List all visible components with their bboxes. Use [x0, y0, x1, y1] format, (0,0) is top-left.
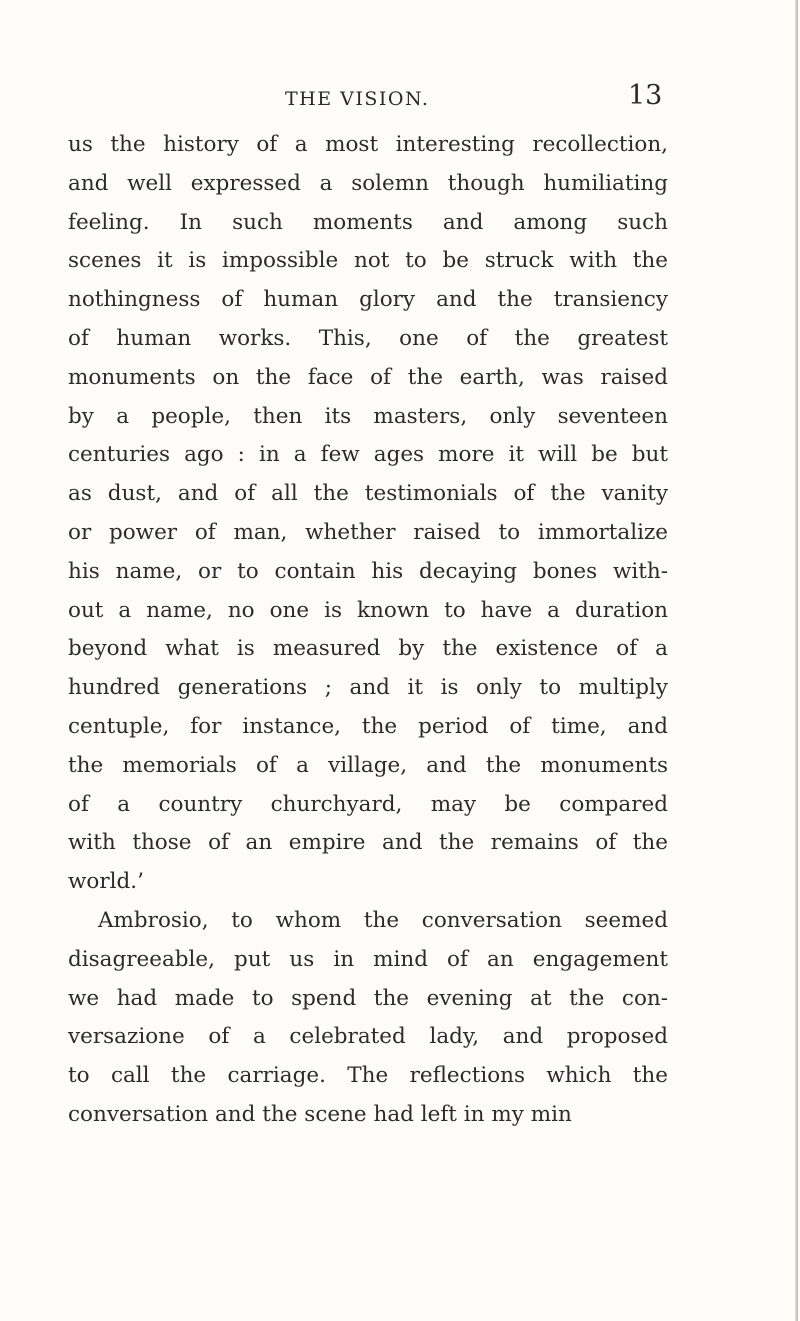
body-text [68, 126, 668, 1135]
text-line: versazione of a celebrated lady, and proposed [68, 1024, 668, 1050]
text-line: disagreeable, put us in mind of an engagement [68, 946, 668, 972]
text-line: centuries ago : in a few ages more it will be but [68, 442, 668, 468]
text-line: monuments on the face of the earth, was raised [68, 364, 668, 390]
text-line: hundred generations ; and it is only to multiply [68, 675, 668, 701]
text-line: scenes it is impossible not to be struck with the [68, 248, 668, 274]
page-number: 13 [628, 80, 663, 111]
text-line-paragraph-end: world.’ [68, 869, 144, 895]
text-line: to call the carriage. The reflections which the [68, 1063, 668, 1089]
text-line: beyond what is measured by the existence of a [68, 636, 668, 662]
page-header [0, 80, 800, 120]
text-line: with those of an empire and the remains of the [68, 830, 668, 856]
text-line: his name, or to contain his decaying bones with- [68, 558, 668, 584]
text-line: us the history of a most interesting recollection, [68, 132, 668, 157]
text-line: feeling. In such moments and among such [68, 209, 668, 235]
text-line: of human works. This, one of the greatest [68, 325, 668, 351]
text-line: conversation and the scene had left in my min [68, 1101, 572, 1127]
text-line-paragraph-start: Ambrosio, to whom the conversation seemed [98, 907, 668, 933]
text-line: of a country churchyard, may be compared [68, 791, 668, 817]
text-line: or power of man, whether raised to immortalize [68, 519, 668, 545]
running-title: THE VISION. [285, 88, 430, 110]
text-line: as dust, and of all the testimonials of the vanity [68, 481, 668, 507]
page-edge [795, 0, 798, 1321]
text-line: the memorials of a village, and the monuments [68, 752, 668, 778]
text-line: out a name, no one is known to have a duration [68, 597, 668, 623]
text-line: we had made to spend the evening at the con- [68, 985, 668, 1011]
text-line: nothingness of human glory and the transiency [68, 287, 668, 313]
text-line: by a people, then its masters, only seventeen [68, 403, 668, 429]
text-line: and well expressed a solemn though humiliating [68, 170, 668, 196]
text-line: centuple, for instance, the period of time, and [68, 713, 668, 739]
